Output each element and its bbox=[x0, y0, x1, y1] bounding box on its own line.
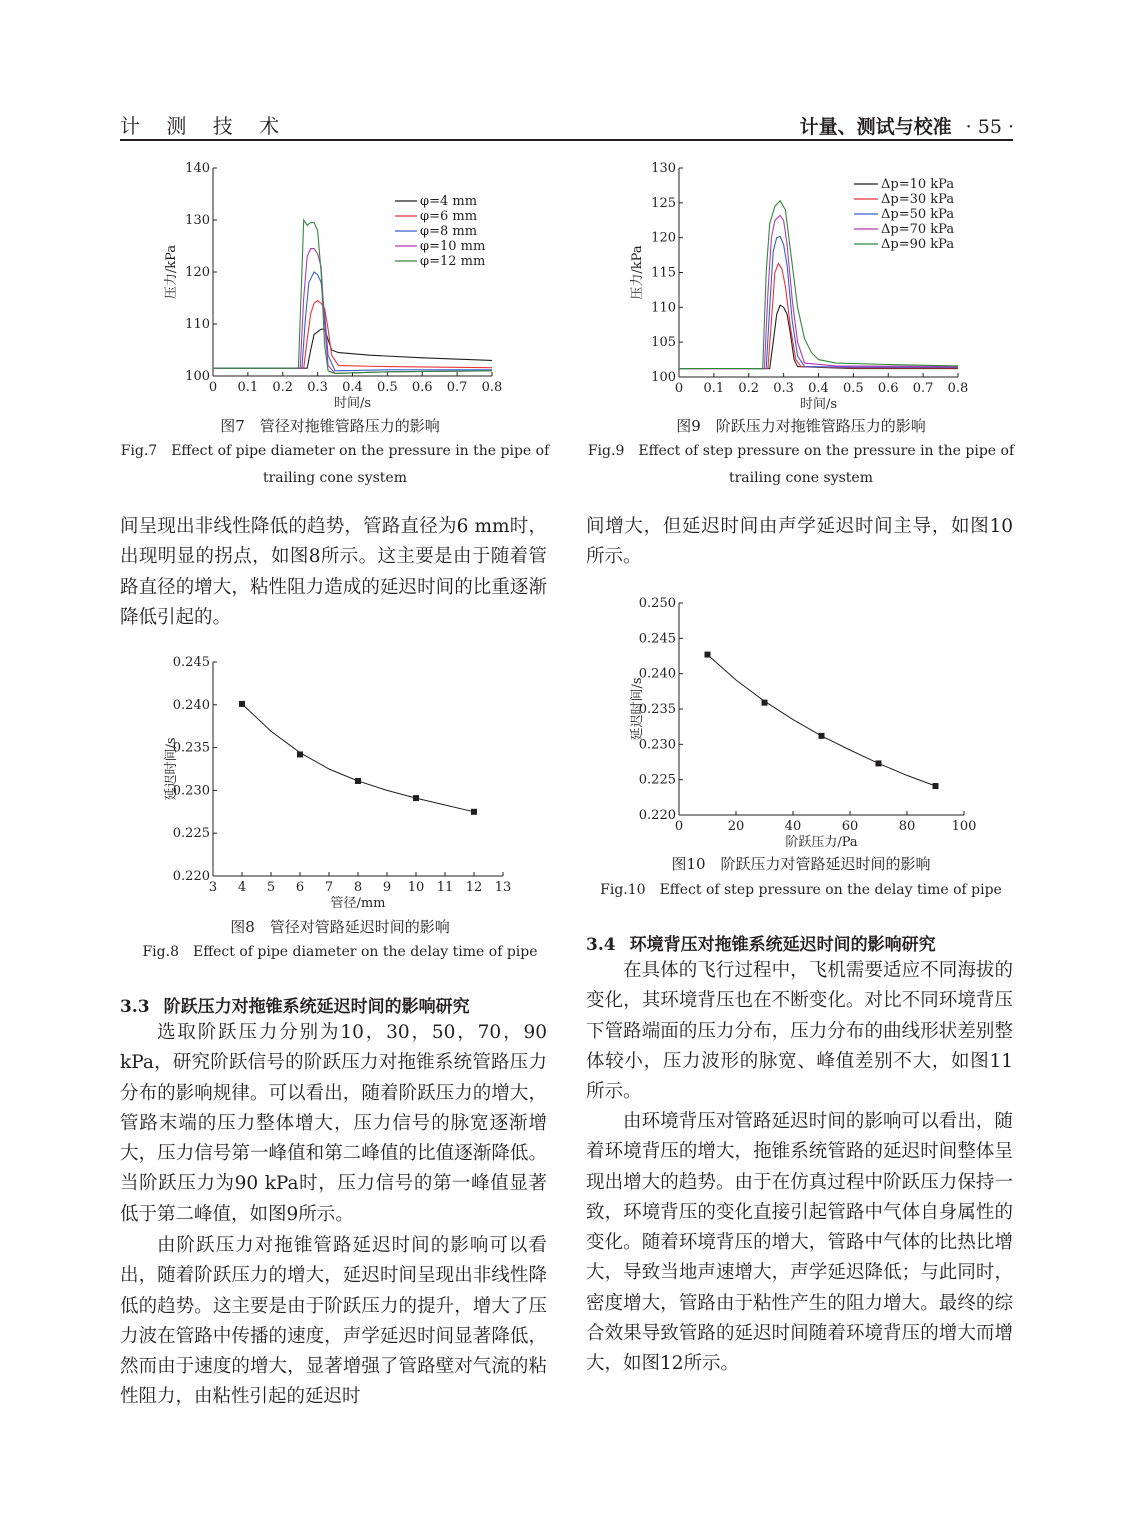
x-axis-label: 时间/s bbox=[333, 396, 372, 411]
series-line bbox=[679, 263, 958, 368]
x-tick-label: 0.1 bbox=[237, 380, 259, 395]
x-tick-label: 0.7 bbox=[912, 381, 934, 396]
x-tick-label: 8 bbox=[353, 880, 363, 895]
figure-9-chart bbox=[586, 152, 1006, 412]
y-tick-label: 130 bbox=[651, 161, 676, 176]
y-tick-label: 0.240 bbox=[172, 697, 210, 713]
left-paragraph-1: 间呈现出非线性降低的趋势，管路直径为6 mm时，出现明显的拐点，如图8所示。这主要是由于随着管路直径的增大，粘性阻力造成的延迟时间的比重逐渐降低引起的。 bbox=[120, 516, 547, 628]
y-tick-label: 120 bbox=[651, 230, 676, 246]
left-paragraph-3: 由阶跃压力对拖锥管路延迟时间的影响可以看出，随着阶跃压力的增大，延迟时间呈现出非线性降低的趋势。这主要是由于阶跃压力的提升，增大了压力波在管路中传播的速度，声学延迟时间显著降低，然而由于速度的增大，显著增强了管路壁对气流的粘性阻力，由粘性引起的延迟时 bbox=[120, 1235, 547, 1408]
right-paragraph-1: 间增大，但延迟时间由声学延迟时间主导，如图10所示。 bbox=[586, 516, 1013, 568]
left-paragraph-2: 选取阶跃压力分别为10，30，50，70，90 kPa，研究阶跃信号的阶跃压力对拖锥系统管路压力分布的影响规律。可以看出，随着阶跃压力的增大，管路末端的压力整体增大，压力信号的脉宽逐渐增大，压力信号第一峰值和第二峰值的比值逐渐降低。当阶跃压力为90 kPa时，压力信号的第一峰值显著低于第二峰值，如图9所示。 bbox=[120, 1022, 547, 1225]
x-tick-label: 5 bbox=[266, 880, 276, 895]
y-axis-label: 压力/kPa bbox=[164, 244, 179, 300]
y-tick-label: 0.220 bbox=[172, 869, 210, 884]
x-axis-label: 阶跃压力/Pa bbox=[785, 835, 858, 850]
section-3-3-number: 3.3 bbox=[120, 997, 150, 1017]
right-paragraph-2: 在具体的飞行过程中，飞机需要适应不同海拔的变化，其环境背压也在不断变化。对比不同环境背压下管路端面的压力分布，压力分布的曲线形状差别整体较小，压力波形的脉宽、峰值差别不大，如图11所示。 bbox=[586, 960, 1013, 1103]
header-rule bbox=[120, 139, 1013, 141]
y-tick-label: 0.225 bbox=[638, 772, 676, 788]
journal-name: 计 测 技 术 bbox=[120, 114, 290, 138]
legend-label: Δp=70 kPa bbox=[881, 222, 955, 237]
data-point bbox=[471, 809, 477, 815]
y-axis-label: 压力/kPa bbox=[630, 245, 645, 300]
data-point bbox=[239, 701, 245, 707]
legend-label: φ=8 mm bbox=[420, 224, 478, 239]
x-tick-label: 0 bbox=[208, 380, 218, 395]
legend-label: φ=12 mm bbox=[420, 254, 486, 269]
y-tick-label: 100 bbox=[185, 369, 210, 384]
y-tick-label: 0.230 bbox=[638, 737, 676, 753]
section-3-4-number: 3.4 bbox=[586, 935, 616, 955]
figure-8-chart bbox=[120, 648, 550, 910]
x-tick-label: 0.3 bbox=[773, 381, 794, 396]
x-tick-label: 0.4 bbox=[342, 380, 363, 395]
figure-7-caption-en: Fig.7 Effect of pipe diameter on the pressure in the pipe of trailing cone system bbox=[120, 443, 550, 486]
x-tick-label: 10 bbox=[407, 880, 425, 895]
section-3-3-title: 阶跃压力对拖锥系统延迟时间的影响研究 bbox=[163, 997, 470, 1017]
y-tick-label: 105 bbox=[651, 335, 676, 351]
x-tick-label: 0.6 bbox=[411, 380, 433, 395]
x-tick-label: 0.5 bbox=[843, 381, 864, 396]
x-tick-label: 0 bbox=[674, 381, 684, 396]
legend-label: Δp=90 kPa bbox=[881, 237, 955, 252]
y-tick-label: 0.235 bbox=[638, 702, 676, 717]
x-tick-label: 6 bbox=[295, 880, 305, 895]
y-axis-label: 延迟时间/s bbox=[164, 737, 179, 801]
x-tick-label: 0.1 bbox=[703, 381, 725, 396]
y-tick-label: 0.220 bbox=[638, 808, 676, 823]
x-tick-label: 0.7 bbox=[446, 380, 468, 395]
series-line bbox=[213, 272, 492, 371]
y-tick-label: 0.245 bbox=[172, 655, 210, 670]
y-tick-label: 0.235 bbox=[172, 740, 210, 756]
section-header bbox=[800, 112, 1014, 139]
figure-10-caption-cn: 图10 阶跃压力对管路延迟时间的影响 bbox=[671, 855, 931, 873]
data-point bbox=[819, 733, 825, 739]
page-number: · 55 · bbox=[965, 116, 1014, 138]
legend-label: φ=6 mm bbox=[420, 209, 478, 224]
figure-7-chart bbox=[120, 152, 540, 412]
y-tick-label: 130 bbox=[185, 213, 210, 228]
y-tick-label: 125 bbox=[651, 195, 676, 211]
x-tick-label: 4 bbox=[237, 880, 247, 895]
data-point bbox=[762, 700, 768, 706]
data-point bbox=[933, 783, 939, 789]
x-tick-label: 0.8 bbox=[481, 380, 503, 395]
x-tick-label: 7 bbox=[324, 880, 334, 895]
x-tick-label: 12 bbox=[465, 880, 483, 895]
section-3-4-title: 环境背压对拖锥系统延迟时间的影响研究 bbox=[629, 935, 936, 955]
x-tick-label: 0.2 bbox=[738, 381, 760, 396]
y-tick-label: 100 bbox=[651, 370, 676, 385]
x-tick-label: 60 bbox=[841, 819, 859, 834]
fit-curve bbox=[708, 655, 936, 786]
x-axis-label: 管径/mm bbox=[330, 896, 386, 911]
x-tick-label: 0.2 bbox=[272, 380, 294, 395]
x-tick-label: 0.4 bbox=[808, 381, 829, 396]
legend-label: Δp=10 kPa bbox=[881, 177, 955, 192]
x-tick-label: 20 bbox=[727, 819, 745, 834]
section-name: 计量、测试与校准 bbox=[799, 116, 952, 138]
series-line bbox=[213, 301, 492, 369]
figure-9-caption-en: Fig.9 Effect of step pressure on the pressure in the pipe of trailing cone system bbox=[587, 443, 1015, 486]
y-tick-label: 0.245 bbox=[638, 631, 676, 647]
series-line bbox=[213, 329, 492, 368]
figure-10-caption-en: Fig.10 Effect of step pressure on the delay time of pipe bbox=[600, 882, 1002, 898]
y-tick-label: 120 bbox=[185, 265, 210, 280]
right-paragraph-3: 由环境背压对管路延迟时间的影响可以看出，随着环境背压的增大，拖锥系统管路的延迟时间整体呈现出增大的趋势。由于在仿真过程中阶跃压力保持一致，环境背压的变化直接引起管路中气体自身属性的变化。随着环境背压的增大，管路中气体的比热比增大，导致当地声速增大，声学延迟降低；与此同时，密度增大，管路由于粘性产生的阻力增大。最终的综合效果导致管路的延迟时间随着环境背压的增大而增大，如图12所示。 bbox=[586, 1111, 1013, 1375]
data-point bbox=[876, 760, 882, 766]
y-tick-label: 0.250 bbox=[638, 596, 676, 611]
fit-curve bbox=[242, 704, 474, 812]
x-tick-label: 0.6 bbox=[877, 381, 899, 396]
y-tick-label: 0.225 bbox=[172, 826, 210, 842]
y-tick-label: 110 bbox=[185, 317, 210, 332]
x-tick-label: 0.5 bbox=[377, 380, 398, 395]
data-point bbox=[413, 795, 419, 801]
data-point bbox=[297, 751, 303, 757]
x-tick-label: 80 bbox=[898, 819, 916, 834]
y-tick-label: 0.240 bbox=[638, 666, 676, 682]
data-point bbox=[705, 652, 711, 658]
y-tick-label: 0.230 bbox=[172, 783, 210, 799]
y-tick-label: 115 bbox=[651, 265, 676, 281]
legend-label: φ=10 mm bbox=[420, 239, 486, 254]
section-3-3-heading bbox=[120, 992, 470, 1017]
x-tick-label: 0.8 bbox=[947, 381, 969, 396]
legend-label: Δp=30 kPa bbox=[881, 192, 955, 207]
figure-8-caption-en: Fig.8 Effect of pipe diameter on the delay time of pipe bbox=[142, 944, 538, 960]
y-axis-label: 延迟时间/s bbox=[630, 677, 645, 741]
x-tick-label: 0 bbox=[674, 819, 684, 834]
figure-7-caption-cn: 图7 管径对拖锥管路压力的影响 bbox=[220, 417, 440, 435]
y-tick-label: 110 bbox=[651, 300, 676, 316]
series-line bbox=[679, 236, 958, 368]
x-tick-label: 3 bbox=[208, 880, 218, 895]
figure-10-chart bbox=[586, 590, 1006, 852]
x-tick-label: 100 bbox=[951, 819, 977, 834]
section-3-4-heading bbox=[586, 930, 936, 955]
x-tick-label: 0.3 bbox=[307, 380, 328, 395]
figure-8-caption-cn: 图8 管径对管路延迟时间的影响 bbox=[230, 918, 450, 936]
legend-label: Δp=50 kPa bbox=[881, 207, 955, 222]
x-tick-label: 40 bbox=[784, 819, 802, 834]
legend-label: φ=4 mm bbox=[420, 194, 478, 209]
y-tick-label: 140 bbox=[185, 161, 210, 176]
data-point bbox=[355, 778, 361, 784]
figure-9-caption-cn: 图9 阶跃压力对拖锥管路压力的影响 bbox=[676, 417, 926, 435]
x-tick-label: 13 bbox=[494, 880, 512, 895]
x-tick-label: 11 bbox=[436, 880, 454, 895]
x-axis-label: 时间/s bbox=[799, 397, 838, 412]
x-tick-label: 9 bbox=[382, 880, 392, 895]
